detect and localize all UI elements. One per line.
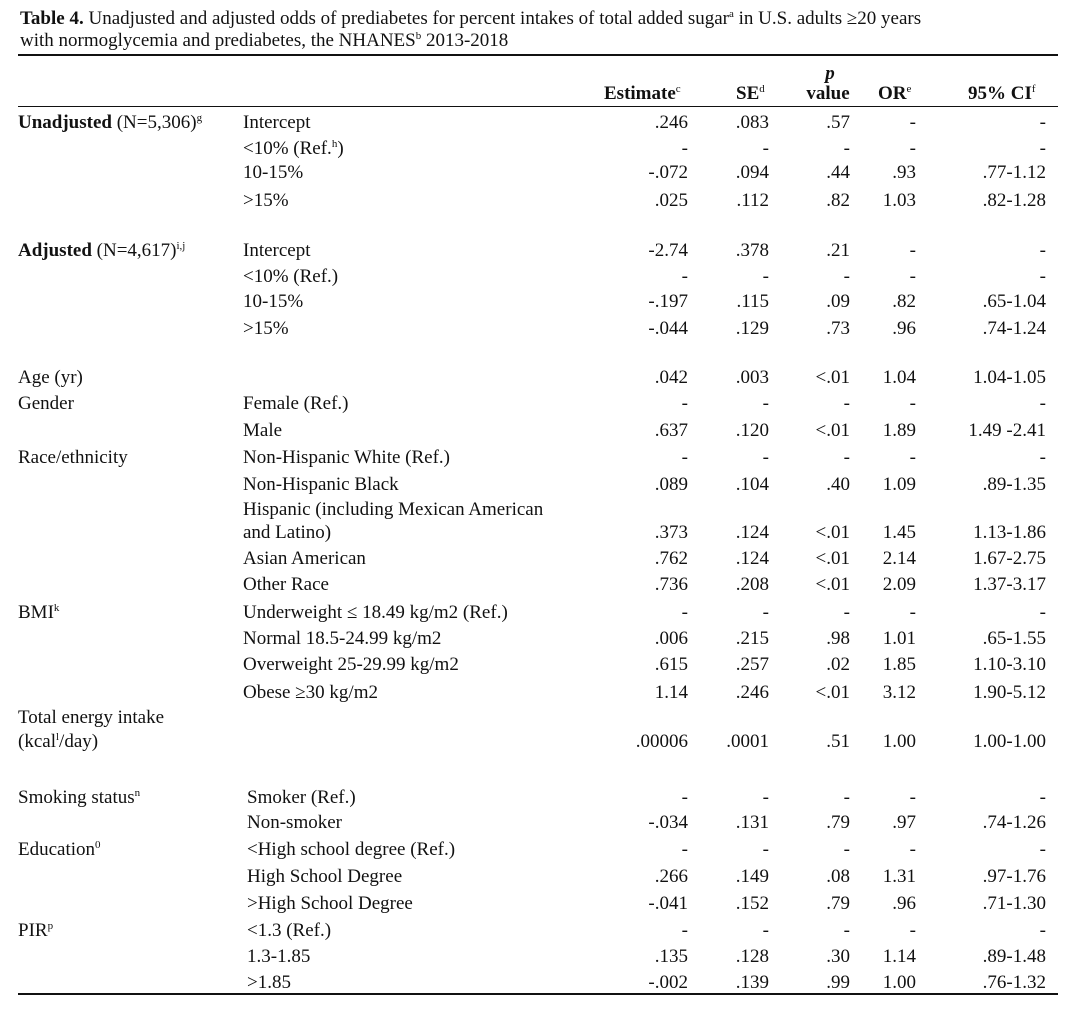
variable-cell: BMI$^k$: [18, 602, 60, 623]
ci-cell: .77-1.12: [982, 162, 1046, 183]
estimate-cell: .006: [654, 628, 688, 649]
se-cell: .112: [736, 190, 769, 211]
table-row: [0, 652, 1080, 678]
p-value-cell: <.01: [815, 548, 850, 569]
level-cell: Intercept: [243, 112, 311, 133]
estimate-cell: .089: [654, 474, 688, 495]
p-value-cell: <.01: [815, 682, 850, 703]
level-cell: 1.3-1.85: [247, 946, 311, 967]
estimate-cell: .246: [654, 112, 688, 133]
ci-cell: -: [1039, 112, 1046, 133]
table-row: [0, 520, 1080, 546]
table-bottom-rule: [18, 993, 1058, 995]
ci-cell: 1.04-1.05: [973, 367, 1046, 388]
or-cell: 1.03: [882, 190, 916, 211]
table-row: [0, 864, 1080, 890]
table-top-rule: [18, 54, 1058, 56]
ci-cell: 1.90-5.12: [973, 682, 1046, 703]
p-value-cell: <.01: [815, 367, 850, 388]
estimate-cell: 1.14: [654, 682, 688, 703]
ci-cell: .71-1.30: [982, 893, 1046, 914]
estimate-cell: -.034: [648, 812, 688, 833]
p-value-cell: -: [843, 602, 850, 623]
level-cell: Intercept: [243, 240, 311, 261]
se-cell: .115: [736, 291, 769, 312]
estimate-cell: -: [681, 447, 688, 468]
table-row: [0, 136, 1080, 162]
table-row: [0, 729, 1080, 755]
ci-cell: .82-1.28: [982, 190, 1046, 211]
table-row: [0, 472, 1080, 498]
table-row: [0, 160, 1080, 186]
or-cell: .96: [892, 318, 916, 339]
or-cell: 1.09: [882, 474, 916, 495]
or-cell: 3.12: [882, 682, 916, 703]
ci-cell: 1.49 -2.41: [968, 420, 1046, 441]
level-cell: Underweight ≤ 18.49 kg/m2 (Ref.): [243, 602, 508, 623]
or-cell: -: [909, 602, 916, 623]
level-cell: Non-Hispanic Black: [243, 474, 399, 495]
p-value-cell: .98: [826, 628, 850, 649]
table-row: [0, 238, 1080, 264]
or-cell: 1.85: [882, 654, 916, 675]
estimate-cell: .637: [654, 420, 688, 441]
se-cell: -: [762, 602, 769, 623]
level-cell: Non-Hispanic White (Ref.): [243, 447, 451, 468]
header-value: value: [806, 83, 850, 104]
p-value-cell: .79: [826, 812, 850, 833]
caption-text: with normoglycemia and prediabetes, the NHANES: [20, 30, 416, 51]
variable-cell: Race/ethnicity: [18, 447, 128, 468]
header-p: p: [825, 63, 835, 84]
ci-cell: -: [1039, 920, 1046, 941]
p-value-cell: .79: [826, 893, 850, 914]
se-cell: .215: [735, 628, 769, 649]
p-value-cell: .44: [826, 162, 850, 183]
variable-cell: Smoking status$^n$: [18, 787, 141, 808]
ci-cell: -: [1039, 787, 1046, 808]
estimate-cell: .266: [654, 866, 688, 887]
se-cell: -: [762, 787, 769, 808]
level-cell: <10% (Ref.): [243, 266, 339, 287]
se-cell: -: [762, 839, 769, 860]
or-cell: 1.00: [882, 731, 916, 752]
se-cell: .208: [735, 574, 769, 595]
level-cell: Overweight 25-29.99 kg/m2: [243, 654, 459, 675]
se-cell: .083: [735, 112, 769, 133]
se-cell: .257: [735, 654, 769, 675]
p-value-cell: -: [843, 447, 850, 468]
variable-cell: Adjusted (N=4,617)$^{i,j}$: [18, 240, 186, 261]
ci-cell: .74-1.26: [982, 812, 1046, 833]
se-cell: -: [762, 138, 769, 159]
variable-cell: Education$^0$: [18, 839, 101, 860]
estimate-cell: -.044: [648, 318, 688, 339]
p-value-cell: -: [843, 266, 850, 287]
ci-cell: -: [1039, 266, 1046, 287]
table-row: [0, 626, 1080, 652]
variable-cell: Gender: [18, 393, 74, 414]
se-cell: .378: [735, 240, 769, 261]
ci-cell: 1.67-2.75: [973, 548, 1046, 569]
estimate-cell: -: [681, 602, 688, 623]
ci-cell: -: [1039, 393, 1046, 414]
or-cell: 1.00: [882, 972, 916, 993]
p-value-cell: .09: [826, 291, 850, 312]
ci-cell: -: [1039, 447, 1046, 468]
se-cell: -: [762, 393, 769, 414]
variable-cell: (kcal$^l$/day): [18, 731, 99, 752]
caption-text: Unadjusted and adjusted odds of prediabetes for percent intakes of total added sugar: [83, 8, 729, 29]
table-row: [0, 705, 1080, 731]
level-cell: >15%: [243, 190, 289, 211]
or-cell: -: [909, 920, 916, 941]
ci-cell: .89-1.35: [982, 474, 1046, 495]
table-row: [0, 918, 1080, 944]
variable-cell: Total energy intake: [18, 707, 165, 728]
table-row: [0, 188, 1080, 214]
level-cell: <High school degree (Ref.): [247, 839, 456, 860]
estimate-cell: -.002: [648, 972, 688, 993]
table-row: [0, 546, 1080, 572]
level-cell: High School Degree: [247, 866, 403, 887]
se-cell: -: [762, 447, 769, 468]
or-cell: 2.14: [882, 548, 916, 569]
p-value-cell: .82: [826, 190, 850, 211]
table-row: [0, 316, 1080, 342]
ci-cell: -: [1039, 602, 1046, 623]
level-cell: Male: [243, 420, 283, 441]
variable-cell: Unadjusted (N=5,306)$^g$: [18, 112, 203, 133]
p-value-cell: -: [843, 920, 850, 941]
table-row: [0, 837, 1080, 863]
ci-cell: .89-1.48: [982, 946, 1046, 967]
level-cell: 10-15%: [243, 291, 304, 312]
se-cell: .149: [735, 866, 769, 887]
ci-cell: 1.00-1.00: [973, 731, 1046, 752]
caption-text: in U.S. adults ≥20 years: [733, 8, 922, 29]
ci-cell: -: [1039, 240, 1046, 261]
table-row: [0, 365, 1080, 391]
se-cell: .246: [735, 682, 769, 703]
or-cell: -: [909, 393, 916, 414]
p-value-cell: -: [843, 787, 850, 808]
caption-text: 2013-2018: [421, 30, 509, 51]
table-row: [0, 264, 1080, 290]
or-cell: -: [909, 240, 916, 261]
level-cell: Asian American: [243, 548, 366, 569]
level-cell: >1.85: [247, 972, 291, 993]
variable-cell: Age (yr): [18, 367, 83, 388]
or-cell: 2.09: [882, 574, 916, 595]
caption-footnote-a: a: [729, 8, 734, 20]
estimate-cell: .042: [654, 367, 688, 388]
ci-cell: .74-1.24: [982, 318, 1046, 339]
estimate-cell: -: [681, 839, 688, 860]
or-cell: -: [909, 266, 916, 287]
or-cell: 1.14: [882, 946, 916, 967]
table-row: [0, 418, 1080, 444]
or-cell: 1.31: [882, 866, 916, 887]
ci-cell: -: [1039, 839, 1046, 860]
estimate-cell: -.197: [648, 291, 688, 312]
se-cell: -: [762, 266, 769, 287]
ci-cell: -: [1039, 138, 1046, 159]
or-cell: 1.04: [882, 367, 916, 388]
level-cell: Other Race: [243, 574, 329, 595]
table-row: [0, 110, 1080, 136]
estimate-cell: .736: [654, 574, 688, 595]
table-label: Table 4.: [20, 8, 84, 29]
or-cell: 1.01: [882, 628, 916, 649]
or-cell: -: [909, 787, 916, 808]
ci-cell: 1.37-3.17: [973, 574, 1046, 595]
or-cell: -: [909, 839, 916, 860]
estimate-cell: -.041: [648, 893, 688, 914]
variable-cell: PIR$^p$: [18, 920, 54, 941]
header-ci: 95% $CI^f$: [968, 83, 1036, 104]
estimate-cell: -: [681, 138, 688, 159]
ci-cell: .65-1.55: [982, 628, 1046, 649]
table-row: [0, 445, 1080, 471]
se-cell: .104: [735, 474, 769, 495]
estimate-cell: .135: [654, 946, 688, 967]
ci-cell: .97-1.76: [982, 866, 1046, 887]
p-value-cell: .21: [826, 240, 850, 261]
estimate-cell: .025: [654, 190, 688, 211]
header-se: $SE^d$: [736, 83, 765, 104]
p-value-cell: .30: [826, 946, 850, 967]
se-cell: .152: [735, 893, 769, 914]
level-cell: 10-15%: [243, 162, 304, 183]
table-row: [0, 810, 1080, 836]
estimate-cell: -.072: [648, 162, 688, 183]
caption-footnote-b: b: [415, 30, 422, 42]
or-cell: .93: [892, 162, 916, 183]
estimate-cell: -: [681, 266, 688, 287]
ci-cell: 1.13-1.86: [973, 522, 1046, 543]
or-cell: .97: [892, 812, 916, 833]
header-or: $OR^e$: [878, 83, 912, 104]
header-estimate: Estimate$^c$: [604, 83, 681, 104]
se-cell: .003: [735, 367, 769, 388]
p-value-cell: <.01: [815, 574, 850, 595]
estimate-cell: .00006: [635, 731, 688, 752]
table-row: [0, 680, 1080, 706]
estimate-cell: .615: [654, 654, 688, 675]
level-cell: <10% (Ref.$^h$): [243, 138, 344, 159]
se-cell: .131: [735, 812, 769, 833]
p-value-cell: .40: [826, 474, 850, 495]
level-cell: Smoker (Ref.): [247, 787, 356, 808]
se-cell: .120: [735, 420, 769, 441]
se-cell: -: [762, 920, 769, 941]
ci-cell: .76-1.32: [982, 972, 1046, 993]
table-row: [0, 391, 1080, 417]
se-cell: .128: [735, 946, 769, 967]
p-value-cell: .02: [826, 654, 850, 675]
table-row: [0, 572, 1080, 598]
p-value-cell: <.01: [815, 420, 850, 441]
level-cell: Obese ≥30 kg/m2: [243, 682, 378, 703]
estimate-cell: -: [681, 787, 688, 808]
level-cell: >High School Degree: [247, 893, 413, 914]
p-value-cell: .08: [826, 866, 850, 887]
table-row: [0, 289, 1080, 315]
se-cell: .0001: [726, 731, 769, 752]
table-row: [0, 785, 1080, 811]
header-rule: [18, 106, 1058, 107]
level-cell: >15%: [243, 318, 289, 339]
level-cell: Non-smoker: [247, 812, 342, 833]
or-cell: .96: [892, 893, 916, 914]
estimate-cell: -: [681, 920, 688, 941]
or-cell: -: [909, 447, 916, 468]
se-cell: .129: [735, 318, 769, 339]
estimate-cell: .373: [654, 522, 688, 543]
se-cell: .139: [735, 972, 769, 993]
p-value-cell: .57: [826, 112, 850, 133]
p-value-cell: -: [843, 138, 850, 159]
table-row: [0, 600, 1080, 626]
estimate-cell: -2.74: [648, 240, 688, 261]
se-cell: .124: [735, 522, 769, 543]
level-cell: Female (Ref.): [243, 393, 349, 414]
table-row: [0, 944, 1080, 970]
estimate-cell: .762: [654, 548, 688, 569]
p-value-cell: .51: [826, 731, 850, 752]
or-cell: 1.45: [882, 522, 916, 543]
or-cell: .82: [892, 291, 916, 312]
p-value-cell: .73: [826, 318, 850, 339]
level-cell: Normal 18.5-24.99 kg/m2: [243, 628, 442, 649]
p-value-cell: -: [843, 393, 850, 414]
or-cell: -: [909, 112, 916, 133]
estimate-cell: -: [681, 393, 688, 414]
se-cell: .124: [735, 548, 769, 569]
p-value-cell: -: [843, 839, 850, 860]
level-cell: <1.3 (Ref.): [247, 920, 332, 941]
ci-cell: .65-1.04: [982, 291, 1046, 312]
level-cell: Hispanic (including Mexican American: [243, 499, 544, 520]
level-cell: and Latino): [243, 522, 332, 543]
table-caption: [20, 8, 1060, 52]
se-cell: .094: [735, 162, 769, 183]
p-value-cell: <.01: [815, 522, 850, 543]
or-cell: -: [909, 138, 916, 159]
p-value-cell: .99: [826, 972, 850, 993]
ci-cell: 1.10-3.10: [973, 654, 1046, 675]
or-cell: 1.89: [882, 420, 916, 441]
table-row: [0, 891, 1080, 917]
